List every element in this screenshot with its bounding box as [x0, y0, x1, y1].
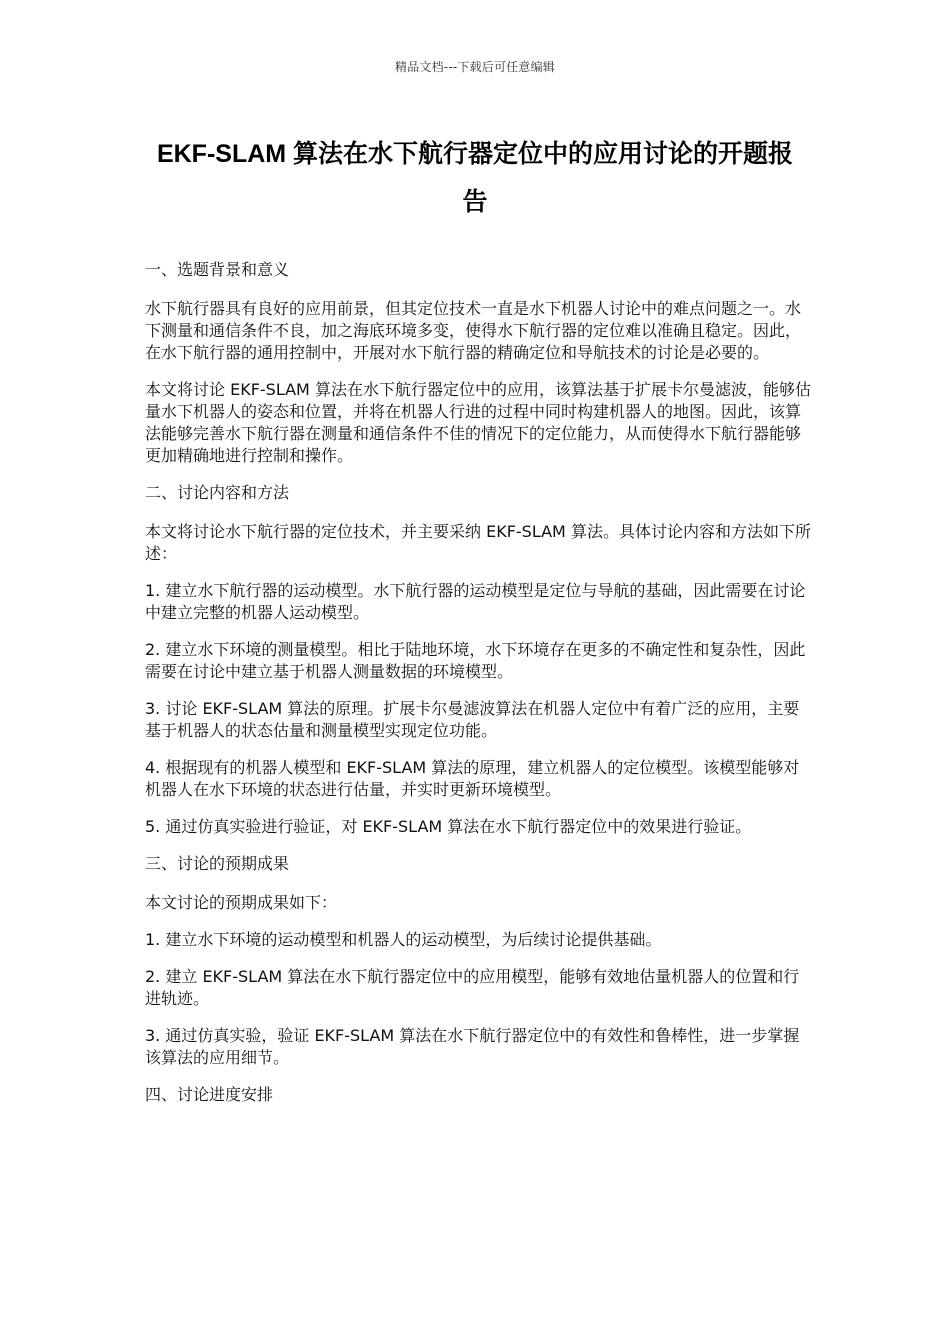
list-item-method-5: 5. 通过仿真实验进行验证，对 EKF-SLAM 算法在水下航行器定位中的效果进行验证。 [145, 817, 752, 836]
document-body [145, 259, 813, 1123]
list-item-method-1: 1. 建立水下航行器的运动模型。水下航行器的运动模型是定位与导航的基础，因此需要在讨论中建立完整的机器人运动模型。 [145, 581, 806, 622]
list-item-result-3: 3. 通过仿真实验，验证 EKF-SLAM 算法在水下航行器定位中的有效性和鲁棒性，进一步掌握该算法的应用细节。 [145, 1026, 800, 1067]
page-header: 精品文档---下载后可任意编辑 [395, 60, 555, 74]
list-item-result-2: 2. 建立 EKF-SLAM 算法在水下航行器定位中的应用模型，能够有效地估量机器人的位置和行进轨迹。 [145, 967, 800, 1008]
list-item-method-3: 3. 讨论 EKF-SLAM 算法的原理。扩展卡尔曼滤波算法在机器人定位中有着广泛的应用，主要基于机器人的状态估量和测量模型实现定位功能。 [145, 699, 800, 740]
section-heading-schedule: 四、讨论进度安排 [145, 1085, 274, 1104]
document-title: EKF-SLAM 算法在水下航行器定位中的应用讨论的开题报告 [156, 140, 794, 216]
paragraph-background-1: 水下航行器具有良好的应用前景，但其定位技术一直是水下机器人讨论中的难点问题之一。水下测量和通信条件不良，加之海底环境多变，使得水下航行器的定位难以准确且稳定。因此，在水下航行器的通用控制中，开展对水下航行器的精确定位和导航技术的讨论是必要的。 [145, 299, 802, 362]
list-item-method-4: 4. 根据现有的机器人模型和 EKF-SLAM 算法的原理，建立机器人的定位模型。该模型能够对机器人在水下环境的状态进行估量，并实时更新环境模型。 [145, 758, 800, 799]
paragraph-background-2: 本文将讨论 EKF-SLAM 算法在水下航行器定位中的应用，该算法基于扩展卡尔曼滤波，能够估量水下机器人的姿态和位置，并将在机器人行进的过程中同时构建机器人的地图。因此，该算法能够完善水下航行器在测量和通信条件不佳的情况下的定位能力，从而使得水下航行器能够更加精确地进行控制和操作。 [145, 380, 811, 465]
list-item-result-1: 1. 建立水下环境的运动模型和机器人的运动模型，为后续讨论提供基础。 [145, 930, 662, 949]
paragraph-method-intro: 本文将讨论水下航行器的定位技术，并主要采纳 EKF-SLAM 算法。具体讨论内容和方法如下所述： [145, 522, 811, 563]
paragraph-results-intro: 本文讨论的预期成果如下： [145, 893, 338, 912]
section-heading-content-method: 二、讨论内容和方法 [145, 483, 290, 502]
section-heading-expected-results: 三、讨论的预期成果 [145, 854, 290, 873]
list-item-method-2: 2. 建立水下环境的测量模型。相比于陆地环境，水下环境存在更多的不确定性和复杂性，因此需要在讨论中建立基于机器人测量数据的环境模型。 [145, 640, 806, 681]
section-heading-background: 一、选题背景和意义 [145, 260, 290, 279]
